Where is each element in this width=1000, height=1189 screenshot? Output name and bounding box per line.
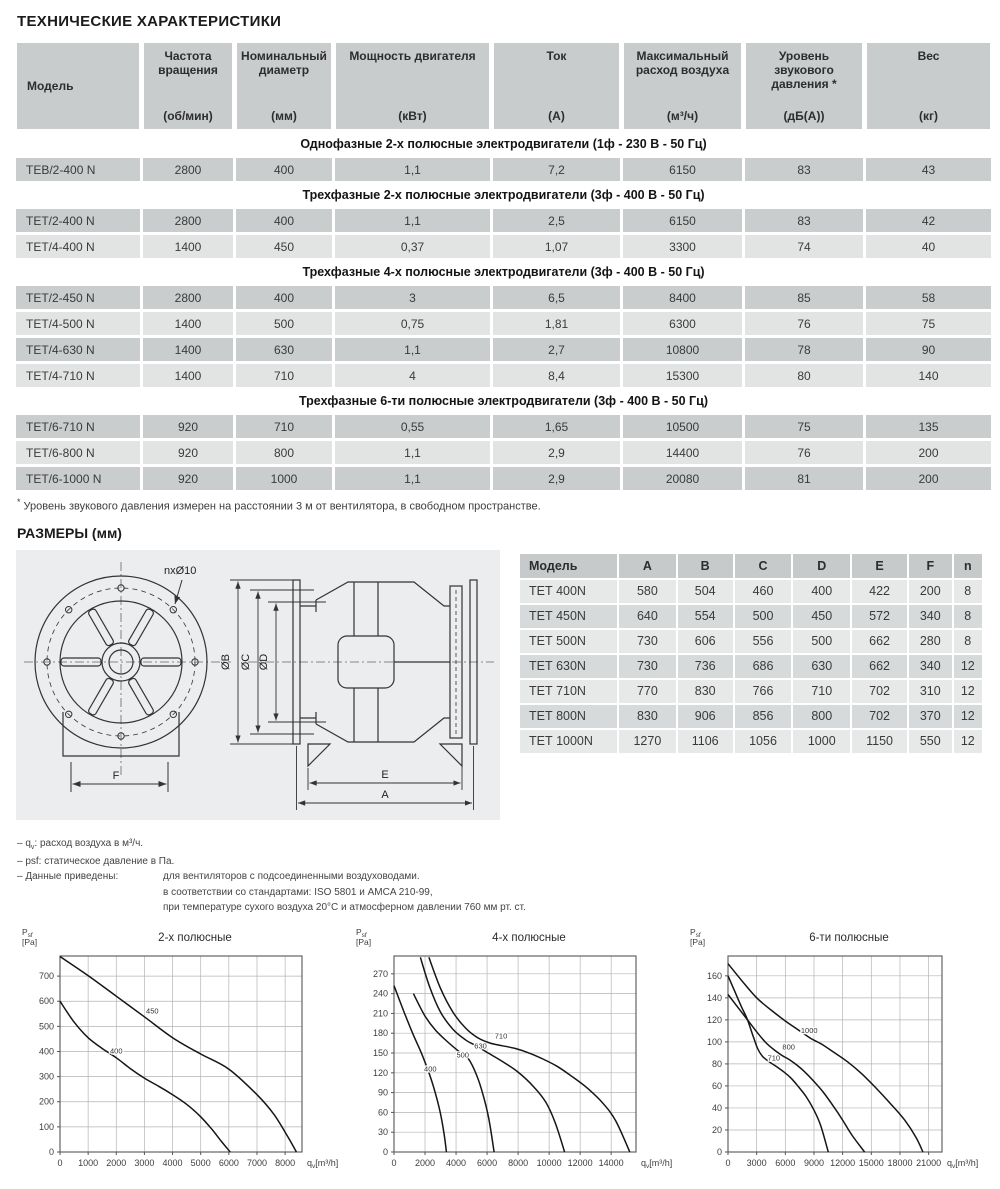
value-cell: 450: [793, 605, 850, 628]
section-row: [16, 184, 991, 206]
section-title: Однофазные 2-х полюсные электродвигатели (1ф - 230 В - 50 Гц): [16, 133, 991, 155]
svg-text:40: 40: [711, 1102, 722, 1113]
spec-row: [16, 209, 991, 232]
curve-label-800: 800: [782, 1042, 795, 1052]
dimensions-row: [16, 550, 984, 820]
svg-text:[Pa]: [Pa]: [356, 936, 372, 947]
value-cell: 78: [745, 338, 863, 361]
svg-text:21000: 21000: [916, 1157, 942, 1168]
value-cell: 500: [735, 605, 792, 628]
spec-row: [16, 235, 991, 258]
dim-row: [520, 630, 982, 653]
x-axis-label: $q_v[m^3/h]$: [947, 1157, 979, 1170]
value-cell: 1270: [619, 730, 676, 753]
svg-text:60: 60: [377, 1106, 388, 1117]
model-cell: ТЕТ 630N: [520, 655, 617, 678]
value-cell: 10500: [623, 415, 742, 438]
dim-row: [520, 680, 982, 703]
spec-col-header: Мощность двигателя (кВт): [335, 42, 490, 130]
value-cell: 500: [236, 312, 332, 335]
value-cell: 710: [236, 415, 332, 438]
svg-text:30: 30: [377, 1126, 388, 1137]
y-axis-label: $P_{sf}$: [356, 926, 367, 939]
value-cell: 8400: [623, 286, 742, 309]
value-cell: 1,65: [493, 415, 620, 438]
dim-row: [520, 580, 982, 603]
spec-table-body: [16, 133, 991, 490]
value-cell: 630: [793, 655, 850, 678]
value-cell: 140: [866, 364, 991, 387]
value-cell: 2800: [143, 209, 233, 232]
fan-technical-drawing: [16, 550, 500, 820]
svg-text:[Pa]: [Pa]: [22, 936, 38, 947]
model-cell: ТЕТ 400N: [520, 580, 617, 603]
footnote: [17, 497, 1000, 513]
dia-c-label: ØC: [240, 653, 252, 670]
svg-text:270: 270: [372, 968, 388, 979]
value-cell: 85: [745, 286, 863, 309]
value-cell: 450: [236, 235, 332, 258]
dim-col-header: B: [678, 554, 733, 578]
f-dimension: [71, 762, 168, 792]
model-cell: ТЕТ/6-710 N: [16, 415, 140, 438]
value-cell: 83: [745, 209, 863, 232]
value-cell: 686: [735, 655, 792, 678]
spec-col-header: Частота вращения (об/мин): [143, 42, 233, 130]
value-cell: 662: [852, 655, 907, 678]
svg-text:80: 80: [711, 1058, 722, 1069]
value-cell: 200: [866, 441, 991, 464]
chart-6-pole: [682, 922, 988, 1189]
svg-text:6000: 6000: [775, 1157, 796, 1168]
chart-4-pole: [348, 922, 682, 1189]
dim-col-header: C: [735, 554, 792, 578]
value-cell: 906: [678, 705, 733, 728]
svg-text:15000: 15000: [858, 1157, 884, 1168]
svg-text:5000: 5000: [190, 1157, 211, 1168]
y-axis-label: $P_{sf}$: [690, 926, 701, 939]
value-cell: 730: [619, 655, 676, 678]
value-cell: 1,81: [493, 312, 620, 335]
value-cell: 0,75: [335, 312, 490, 335]
value-cell: 800: [236, 441, 332, 464]
value-cell: 1400: [143, 312, 233, 335]
holes-label: nxØ10: [164, 564, 197, 577]
model-cell: ТЕТ 500N: [520, 630, 617, 653]
chart-title: 4-х полюсные: [492, 931, 566, 944]
value-cell: 830: [678, 680, 733, 703]
f-dimension-label: F: [112, 769, 120, 782]
value-cell: 630: [236, 338, 332, 361]
svg-text:90: 90: [377, 1087, 388, 1098]
svg-text:150: 150: [372, 1047, 388, 1058]
svg-text:2000: 2000: [106, 1157, 127, 1168]
curve-label-450: 450: [146, 1005, 159, 1015]
value-cell: 74: [745, 235, 863, 258]
svg-text:0: 0: [57, 1157, 63, 1168]
svg-text:400: 400: [38, 1045, 54, 1056]
value-cell: 83: [745, 158, 863, 181]
note-conditions-label: – Данные приведены:: [17, 871, 119, 882]
spec-row: [16, 158, 991, 181]
value-cell: 422: [852, 580, 907, 603]
svg-text:12000: 12000: [830, 1157, 856, 1168]
value-cell: 6150: [623, 158, 742, 181]
svg-text:1000: 1000: [78, 1157, 99, 1168]
value-cell: 554: [678, 605, 733, 628]
svg-text:600: 600: [38, 995, 54, 1006]
value-cell: 1056: [735, 730, 792, 753]
curve-label-710: 710: [494, 1030, 508, 1040]
svg-text:120: 120: [706, 1014, 722, 1025]
curve-400: [394, 985, 446, 1151]
svg-text:200: 200: [38, 1096, 54, 1107]
value-cell: 1,1: [335, 467, 490, 490]
value-cell: 340: [909, 605, 952, 628]
value-cell: 6300: [623, 312, 742, 335]
value-cell: 460: [735, 580, 792, 603]
curve-label-400: 400: [110, 1045, 123, 1055]
value-cell: 8: [954, 580, 982, 603]
curve-450: [60, 956, 296, 1152]
value-cell: 7,2: [493, 158, 620, 181]
dimensions-table: [518, 552, 984, 755]
value-cell: 920: [143, 441, 233, 464]
svg-text:8000: 8000: [275, 1157, 296, 1168]
value-cell: 1,1: [335, 209, 490, 232]
dia-d-label: ØD: [258, 653, 270, 670]
svg-text:20: 20: [711, 1124, 722, 1135]
dim-row: [520, 730, 982, 753]
value-cell: 58: [866, 286, 991, 309]
value-cell: 766: [735, 680, 792, 703]
value-cell: 400: [236, 209, 332, 232]
value-cell: 0,37: [335, 235, 490, 258]
page-title: ТЕХНИЧЕСКИЕ ХАРАКТЕРИСТИКИ: [17, 13, 282, 30]
note-qv: – $q_v$: расход воздуха в м³/ч.: [17, 837, 144, 851]
curve-1000: [728, 963, 923, 1151]
value-cell: 710: [793, 680, 850, 703]
svg-text:100: 100: [38, 1121, 54, 1132]
svg-text:3000: 3000: [134, 1157, 155, 1168]
curve-label-630: 630: [474, 1040, 487, 1050]
value-cell: 42: [866, 209, 991, 232]
value-cell: 736: [678, 655, 733, 678]
svg-text:0: 0: [391, 1157, 397, 1168]
dim-col-header: F: [909, 554, 952, 578]
svg-text:210: 210: [372, 1007, 388, 1018]
model-cell: ТЕТ/4-400 N: [16, 235, 140, 258]
value-cell: 920: [143, 467, 233, 490]
svg-text:3000: 3000: [746, 1157, 767, 1168]
chart-title: 6-ти полюсные: [809, 931, 889, 944]
value-cell: 75: [745, 415, 863, 438]
value-cell: 20080: [623, 467, 742, 490]
spec-table: [13, 39, 994, 493]
value-cell: 2,9: [493, 441, 620, 464]
value-cell: 856: [735, 705, 792, 728]
value-cell: 730: [619, 630, 676, 653]
x-axis-label: $q_v[m^3/h]$: [307, 1157, 339, 1170]
a-dimension-label: A: [381, 788, 389, 801]
svg-text:6000: 6000: [477, 1157, 498, 1168]
performance-chart: [682, 922, 988, 1184]
value-cell: 80: [745, 364, 863, 387]
value-cell: 0,55: [335, 415, 490, 438]
svg-text:180: 180: [372, 1027, 388, 1038]
performance-chart: [348, 922, 682, 1184]
value-cell: 400: [236, 158, 332, 181]
value-cell: 8: [954, 605, 982, 628]
svg-text:4000: 4000: [162, 1157, 183, 1168]
value-cell: 40: [866, 235, 991, 258]
value-cell: 710: [236, 364, 332, 387]
value-cell: 662: [852, 630, 907, 653]
value-cell: 3300: [623, 235, 742, 258]
y-axis-label: $P_{sf}$: [22, 926, 33, 939]
value-cell: 2,7: [493, 338, 620, 361]
dim-row: [520, 655, 982, 678]
value-cell: 4: [335, 364, 490, 387]
value-cell: 76: [745, 441, 863, 464]
value-cell: 280: [909, 630, 952, 653]
svg-text:240: 240: [372, 988, 388, 999]
value-cell: 2800: [143, 158, 233, 181]
value-cell: 500: [793, 630, 850, 653]
svg-text:9000: 9000: [803, 1157, 824, 1168]
model-cell: ТЕТ 1000N: [520, 730, 617, 753]
value-cell: 135: [866, 415, 991, 438]
curve-label-710: 710: [767, 1053, 781, 1063]
dim-col-header: D: [793, 554, 850, 578]
model-cell: ТЕТ/2-400 N: [16, 209, 140, 232]
value-cell: 504: [678, 580, 733, 603]
model-cell: ТЕТ/6-800 N: [16, 441, 140, 464]
svg-text:120: 120: [372, 1067, 388, 1078]
value-cell: 2,9: [493, 467, 620, 490]
footnote-text: Уровень звукового давления измерен на расстоянии 3 м от вентилятора, в свободном пространстве.: [23, 500, 541, 513]
svg-text:7000: 7000: [246, 1157, 267, 1168]
svg-text:60: 60: [711, 1080, 722, 1091]
dim-col-header: n: [954, 554, 982, 578]
value-cell: 1400: [143, 235, 233, 258]
svg-text:0: 0: [725, 1157, 731, 1168]
spec-table-header: [16, 42, 991, 130]
value-cell: 14400: [623, 441, 742, 464]
model-cell: ТЕТ/4-630 N: [16, 338, 140, 361]
note-conditions-items: для вентиляторов с подсоединенными воздуховодами. в соответствии со стандартами: ISO 5801 и AMCA 210-99, при температуре сухого воздуха 20°C и атмосферном давлении 760 мм рт. ст.: [163, 871, 526, 913]
x-axis-label: $q_v[m^3/h]$: [641, 1157, 673, 1170]
svg-text:2000: 2000: [415, 1157, 436, 1168]
value-cell: 1,07: [493, 235, 620, 258]
value-cell: 400: [793, 580, 850, 603]
spec-row: [16, 364, 991, 387]
section-row: [16, 390, 991, 412]
model-cell: ТЕТ 710N: [520, 680, 617, 703]
spec-col-header: Вес (кг): [866, 42, 991, 130]
svg-text:0: 0: [716, 1146, 722, 1157]
spec-row: [16, 415, 991, 438]
value-cell: 3: [335, 286, 490, 309]
value-cell: 370: [909, 705, 952, 728]
dim-col-header: E: [852, 554, 907, 578]
dim-row: [520, 605, 982, 628]
value-cell: 920: [143, 415, 233, 438]
section-row: [16, 133, 991, 155]
note-data-conditions: [17, 869, 1000, 916]
spec-row: [16, 312, 991, 335]
spec-row: [16, 338, 991, 361]
svg-text:700: 700: [38, 970, 54, 981]
value-cell: 43: [866, 158, 991, 181]
value-cell: 8: [954, 630, 982, 653]
dimensions-table-header: [520, 554, 982, 578]
svg-text:14000: 14000: [598, 1157, 624, 1168]
model-cell: ТЕТ/4-710 N: [16, 364, 140, 387]
charts-row: [0, 922, 1000, 1189]
value-cell: 12: [954, 730, 982, 753]
svg-text:6000: 6000: [218, 1157, 239, 1168]
model-cell: ТЕТ 450N: [520, 605, 617, 628]
curve-label-400: 400: [424, 1063, 437, 1073]
value-cell: 556: [735, 630, 792, 653]
value-cell: 770: [619, 680, 676, 703]
value-cell: 702: [852, 705, 907, 728]
value-cell: 800: [793, 705, 850, 728]
svg-text:160: 160: [706, 970, 722, 981]
dim-row: [520, 705, 982, 728]
e-dimension-label: E: [381, 768, 389, 781]
curve-800: [728, 994, 865, 1152]
chart-title: 2-х полюсные: [158, 931, 232, 944]
spec-col-header: Номинальный диаметр (мм): [236, 42, 332, 130]
svg-text:500: 500: [38, 1020, 54, 1031]
section-title: Трехфазные 6-ти полюсные электродвигатели (3ф - 400 В - 50 Гц): [16, 390, 991, 412]
value-cell: 1150: [852, 730, 907, 753]
value-cell: 310: [909, 680, 952, 703]
section-row: [16, 261, 991, 283]
chart-2-pole: [14, 922, 348, 1189]
svg-text:[Pa]: [Pa]: [690, 936, 706, 947]
dimensions-table-body: [520, 580, 982, 753]
notes: [17, 836, 1000, 916]
svg-text:300: 300: [38, 1071, 54, 1082]
svg-text:4000: 4000: [446, 1157, 467, 1168]
value-cell: 340: [909, 655, 952, 678]
value-cell: 1400: [143, 364, 233, 387]
value-cell: 1,1: [335, 158, 490, 181]
value-cell: 10800: [623, 338, 742, 361]
note-psf: – psf: статическое давление в Па.: [17, 855, 175, 867]
spec-col-header: Уровень звукового давления * (дБ(А)): [745, 42, 863, 130]
spec-row: [16, 467, 991, 490]
value-cell: 8,4: [493, 364, 620, 387]
model-cell: ТЕТ 800N: [520, 705, 617, 728]
value-cell: 1106: [678, 730, 733, 753]
value-cell: 6,5: [493, 286, 620, 309]
svg-text:0: 0: [382, 1146, 388, 1157]
dim-col-header: A: [619, 554, 676, 578]
value-cell: 1,1: [335, 338, 490, 361]
value-cell: 15300: [623, 364, 742, 387]
value-cell: 12: [954, 655, 982, 678]
value-cell: 580: [619, 580, 676, 603]
svg-text:10000: 10000: [536, 1157, 562, 1168]
value-cell: 1400: [143, 338, 233, 361]
svg-text:0: 0: [48, 1146, 54, 1157]
value-cell: 2800: [143, 286, 233, 309]
section-title: Трехфазные 2-х полюсные электродвигатели (3ф - 400 В - 50 Гц): [16, 184, 991, 206]
curve-label-1000: 1000: [800, 1025, 818, 1035]
value-cell: 200: [866, 467, 991, 490]
value-cell: 640: [619, 605, 676, 628]
performance-chart: [14, 922, 348, 1184]
value-cell: 2,5: [493, 209, 620, 232]
curve-label-500: 500: [456, 1050, 469, 1060]
model-cell: ТЕТ/2-450 N: [16, 286, 140, 309]
value-cell: 830: [619, 705, 676, 728]
section-title: Трехфазные 4-х полюсные электродвигатели (3ф - 400 В - 50 Гц): [16, 261, 991, 283]
svg-text:140: 140: [706, 992, 722, 1003]
dia-b-label: ØB: [220, 653, 232, 670]
dimensions-section-title: РАЗМЕРЫ (мм): [17, 524, 122, 541]
value-cell: 550: [909, 730, 952, 753]
value-cell: 702: [852, 680, 907, 703]
spec-col-header: Модель: [16, 42, 140, 130]
dim-col-header: Модель: [520, 554, 617, 578]
value-cell: 76: [745, 312, 863, 335]
value-cell: 12: [954, 680, 982, 703]
value-cell: 6150: [623, 209, 742, 232]
value-cell: 400: [236, 286, 332, 309]
value-cell: 1000: [793, 730, 850, 753]
spec-row: [16, 286, 991, 309]
value-cell: 12: [954, 705, 982, 728]
svg-text:18000: 18000: [887, 1157, 913, 1168]
value-cell: 75: [866, 312, 991, 335]
value-cell: 90: [866, 338, 991, 361]
value-cell: 572: [852, 605, 907, 628]
model-cell: ТЕТ/4-500 N: [16, 312, 140, 335]
footnote-star: *: [17, 497, 21, 507]
spec-col-header: Ток (А): [493, 42, 620, 130]
value-cell: 81: [745, 467, 863, 490]
svg-text:12000: 12000: [567, 1157, 593, 1168]
spec-col-header: Максимальный расход воздуха (м³/ч): [623, 42, 742, 130]
drawing-panel: [16, 550, 500, 820]
value-cell: 1,1: [335, 441, 490, 464]
holes-callout: [164, 565, 196, 604]
model-cell: ТЕТ/6-1000 N: [16, 467, 140, 490]
value-cell: 606: [678, 630, 733, 653]
svg-text:8000: 8000: [508, 1157, 529, 1168]
spec-row: [16, 441, 991, 464]
value-cell: 1000: [236, 467, 332, 490]
fan-side-view: [293, 580, 477, 766]
model-cell: ТЕВ/2-400 N: [16, 158, 140, 181]
svg-text:100: 100: [706, 1036, 722, 1047]
value-cell: 200: [909, 580, 952, 603]
